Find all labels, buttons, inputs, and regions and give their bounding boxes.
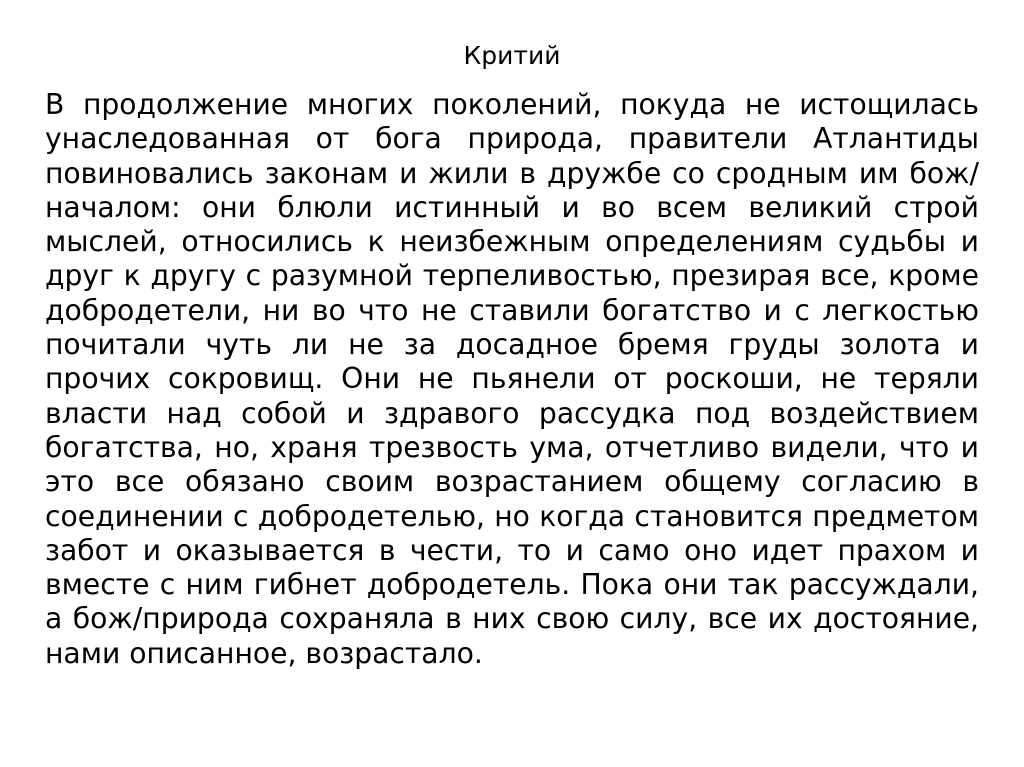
slide-title: Критий: [463, 41, 561, 70]
slide-body-text: В продолжение многих поколений, покуда не истощилась унаследованная от бога природа, правители Атлантиды повиновались законам и жили в дружбе со сродным им бож/началом: они блюли истинный и во всем великий строй мыслей, относились к неизбежным определениям судьбы и друг к другу с разумной терпеливостью, презирая все, кроме добродетели, ни во что не ставили богатство и с легкостью почитали чуть ли не за досадное бремя груды золота и прочих сокровищ. Они не пьянели от роскоши, не теряли власти над собой и здравого рассудка под воздействием богатства, но, храня трезвость ума, отчетливо видели, что и это все обязано своим возрастанием общему согласию в соединении с добродетелью, но когда становится предметом забот и оказывается в чести, то и само оно идет прахом и вместе с ним гибнет добродетель. Пока они так рассуждали, а бож/природа сохраняла в них свою силу, все их достояние, нами описанное, возрастало.: [45, 88, 979, 670]
